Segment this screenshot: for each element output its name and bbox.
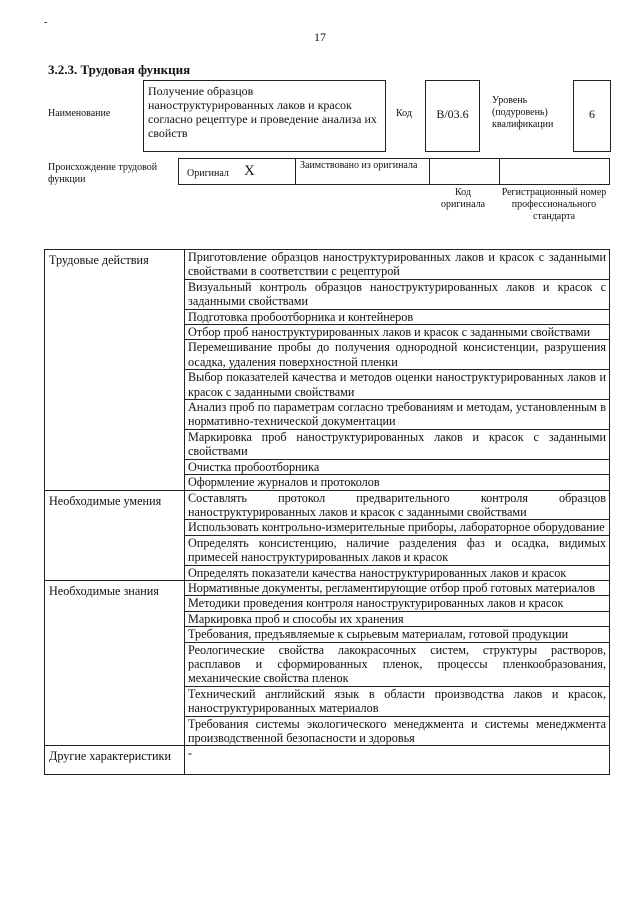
list-item: Требования системы экологического менеджмента и системы менеджмента производственной безопасности и здоровья [185, 716, 610, 746]
function-name [143, 80, 386, 152]
function-name-text: Получение образцов наноструктурированных лаков и красок согласно рецептуре и проведение анализа их свойств [148, 84, 377, 140]
section-label: Необходимые знания [45, 580, 185, 745]
list-item: - [185, 746, 610, 775]
list-item: Технический английский язык в области производства лаков и красок, наноструктурированных материалов [185, 686, 610, 716]
section-label: Необходимые умения [45, 490, 185, 580]
code-value [425, 80, 480, 152]
name-label: Наименование [48, 108, 111, 119]
level-label: Уровень (подуровень) квалификации [492, 95, 554, 130]
list-item: Выбор показателей качества и методов оценки наноструктурированных лаков и красок с заданными свойствами [185, 370, 610, 400]
level-value [573, 80, 611, 152]
list-item: Отбор проб наноструктурированных лаков и красок с заданными свойствами [185, 325, 610, 340]
page-number: 17 [314, 30, 326, 44]
list-item: Перемешивание пробы до получения однородной консистенции, разрушения осадка, удаления поверхностной пленки [185, 340, 610, 370]
code-value-text: B/03.6 [436, 107, 469, 121]
original-label: Оригинал [187, 168, 229, 179]
section-label: Трудовые действия [45, 250, 185, 491]
list-item: Анализ проб по параметрам согласно требованиям и методам, установленным в нормативно-технической документации [185, 400, 610, 430]
list-item: Составлять протокол предварительного контроля образцов наноструктурированных лаков и красок с заданными свойствами [185, 490, 610, 520]
level-value-text: 6 [589, 107, 595, 121]
origin-divider-2 [429, 159, 430, 184]
original-mark: X [244, 163, 255, 179]
origin-divider-1 [295, 159, 296, 184]
code-original-caption: Код оригинала [440, 187, 486, 210]
table-row [45, 490, 610, 520]
list-item: Нормативные документы, регламентирующие отбор проб готовых материалов [185, 580, 610, 595]
origin-table [178, 158, 610, 185]
list-item: Методики проведения контроля наноструктурированных лаков и красок [185, 596, 610, 611]
list-item: Визуальный контроль образцов наноструктурированных лаков и красок с заданными свойствами [185, 279, 610, 309]
list-item: Приготовление образцов наноструктурированных лаков и красок с заданными свойствами в соответствии с рецептурой [185, 250, 610, 280]
list-item: Оформление журналов и протоколов [185, 475, 610, 490]
list-item: Определять показатели качества наноструктурированных лаков и красок [185, 565, 610, 580]
list-item: Маркировка проб и способы их хранения [185, 611, 610, 626]
list-item: Реологические свойства лакокрасочных систем, структуры растворов, расплавов и сформированных пленок, процессы пленкообразования, механические свойства пленок [185, 642, 610, 686]
section-heading: 3.2.3. Трудовая функция [48, 62, 191, 77]
list-item: Определять консистенцию, наличие разделения фаз и осадка, видимых примесей наноструктурированных лаков и красок [185, 535, 610, 565]
list-item: Маркировка проб наноструктурированных лаков и красок с заданными свойствами [185, 429, 610, 459]
list-item: Подготовка пробоотборника и контейнеров [185, 309, 610, 324]
table-row [45, 746, 610, 775]
margin-mark: - [44, 17, 48, 28]
section-label: Другие характеристики [45, 746, 185, 775]
borrowed-label: Заимствовано из оригинала [300, 160, 418, 171]
list-item: Требования, предъявляемые к сырьевым материалам, готовой продукции [185, 627, 610, 642]
table-row [45, 250, 610, 280]
reg-number-caption: Регистрационный номер профессионального стандарта [501, 187, 607, 222]
code-label: Код [396, 108, 412, 119]
origin-divider-3 [499, 159, 500, 184]
origin-label: Происхождение трудовой функции [48, 162, 158, 185]
list-item: Использовать контрольно-измерительные приборы, лабораторное оборудование [185, 520, 610, 535]
table-row [45, 580, 610, 595]
list-item: Очистка пробоотборника [185, 459, 610, 474]
function-details-table [44, 249, 610, 775]
